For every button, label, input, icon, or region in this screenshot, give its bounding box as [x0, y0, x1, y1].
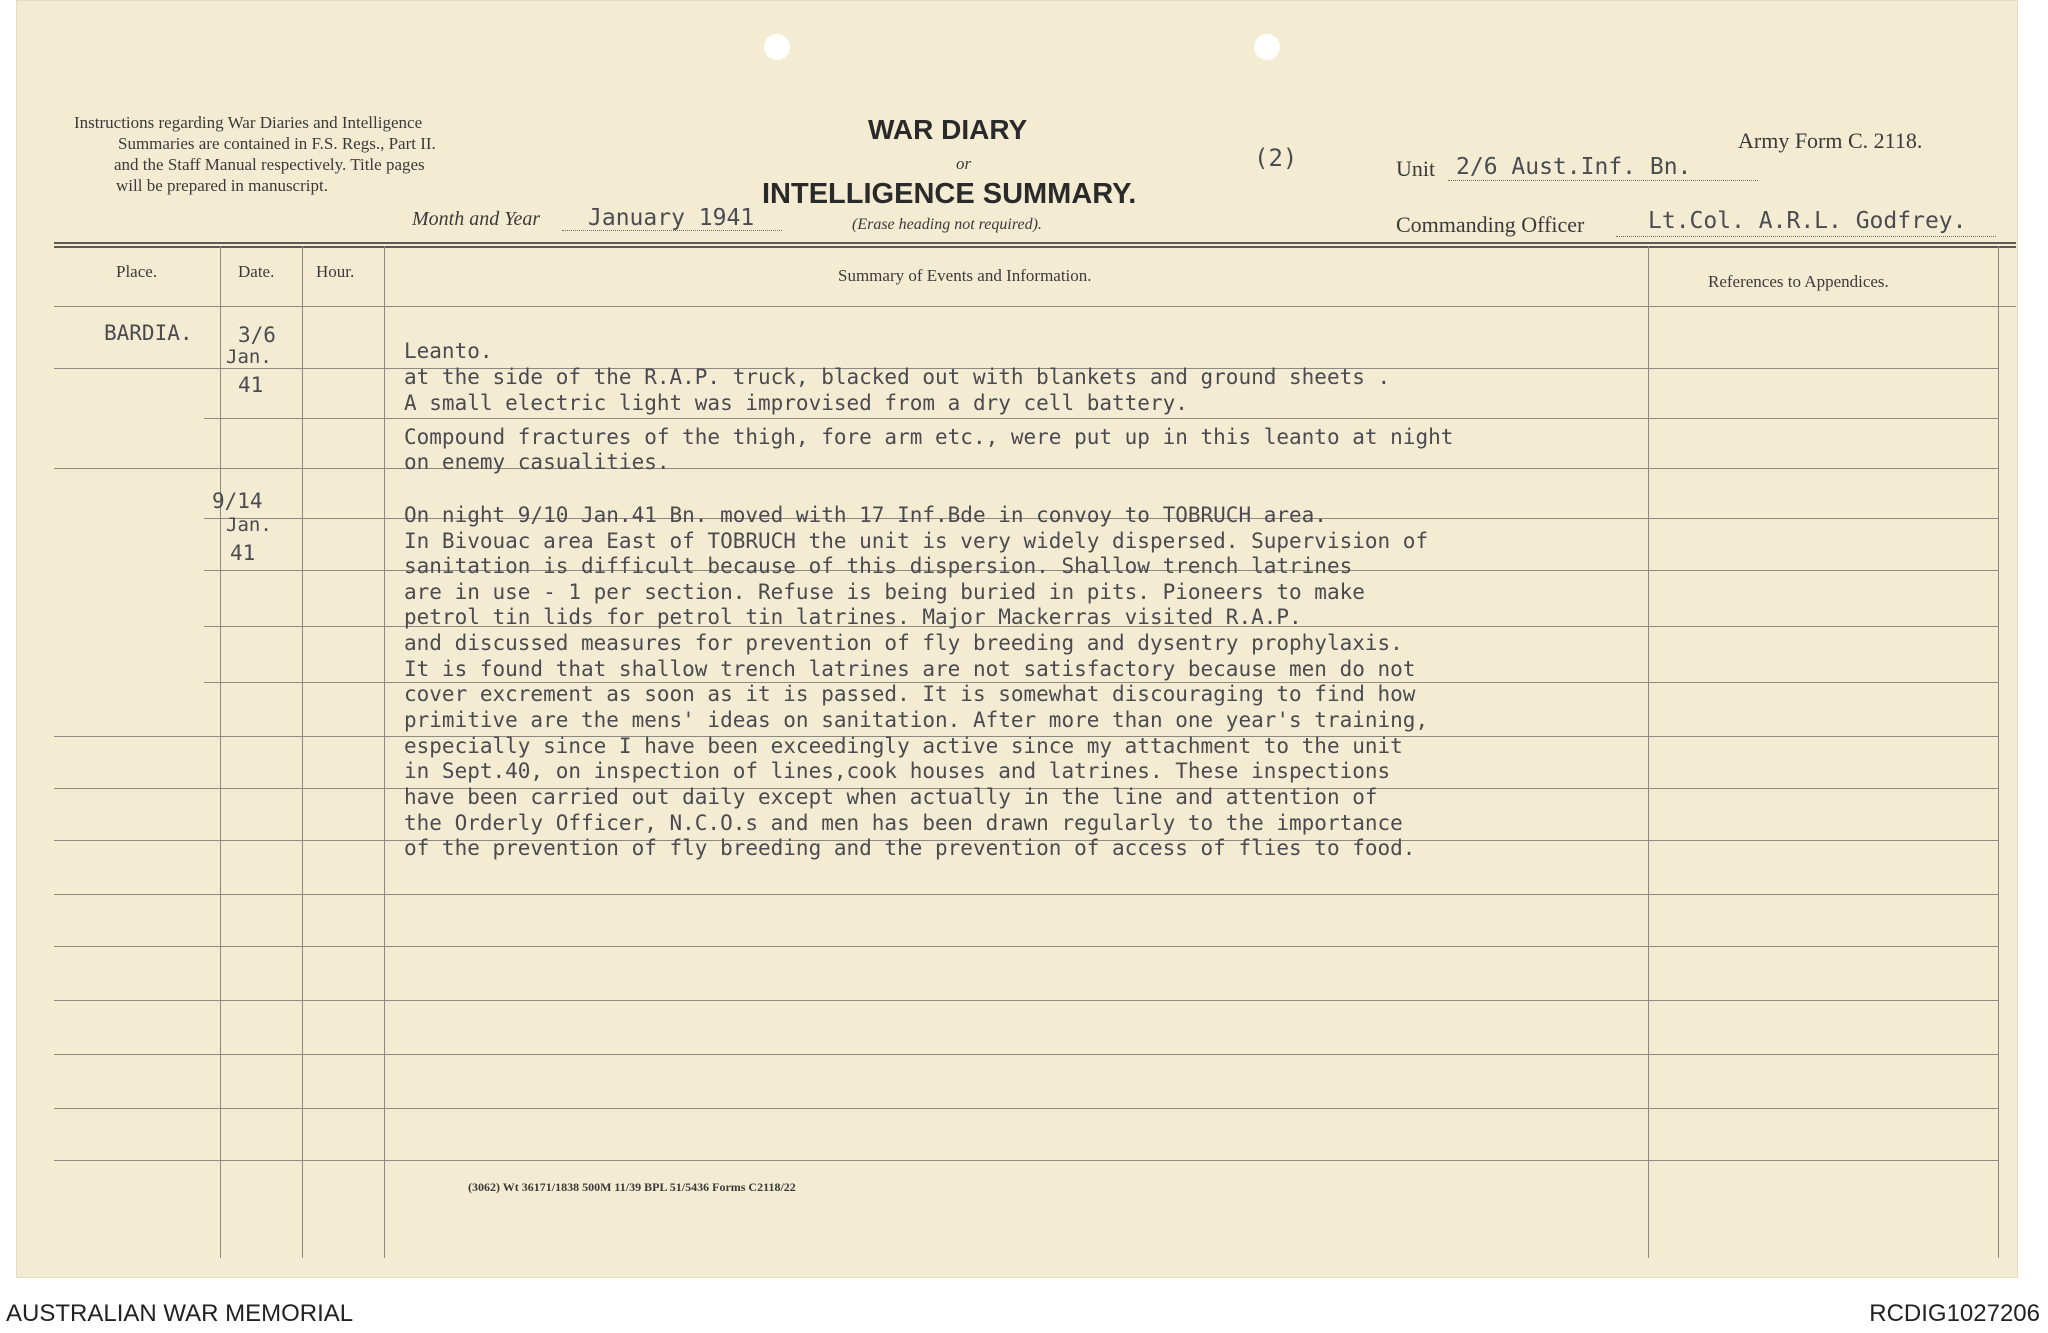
column-header-summary: Summary of Events and Information. — [838, 266, 1092, 285]
table-top-rule — [54, 242, 2016, 244]
column-divider — [220, 246, 221, 1258]
diary-sheet — [16, 0, 2018, 1278]
commanding-officer-label: Commanding Officer — [1396, 212, 1585, 237]
column-header-date: Date. — [238, 262, 275, 281]
summary-line: sanitation is difficult because of this dispersion. Shallow trench latrines — [404, 554, 1353, 578]
print-code: (3062) Wt 36171/1838 500M 11/39 BPL 51/5436 Forms C2118/22 — [468, 1180, 796, 1194]
row-rule — [54, 1108, 1998, 1109]
column-divider — [1998, 246, 1999, 1258]
page-number: (2) — [1254, 144, 1298, 172]
summary-line: primitive are the mens' ideas on sanitation. After more than one year's training, — [404, 708, 1429, 732]
instructions-line: Instructions regarding War Diaries and Intelligence — [74, 113, 423, 132]
summary-line: in Sept.40, on inspection of lines,cook houses and latrines. These inspections — [404, 759, 1391, 783]
erase-heading-note: (Erase heading not required). — [852, 216, 1042, 233]
summary-line: It is found that shallow trench latrines are not satisfactory because men do not — [404, 657, 1416, 681]
summary-line: at the side of the R.A.P. truck, blacked out with blankets and ground sheets . — [404, 365, 1391, 389]
column-divider — [384, 246, 385, 1258]
entry-date: 9/14 — [212, 489, 263, 513]
row-rule — [54, 894, 1998, 895]
column-divider — [302, 246, 303, 1258]
month-year-label: Month and Year — [412, 208, 541, 230]
column-divider — [1648, 246, 1649, 1258]
summary-line: of the prevention of fly breeding and the prevention of access of flies to food. — [404, 836, 1416, 860]
summary-line: especially since I have been exceedingly active since my attachment to the unit — [404, 734, 1403, 758]
summary-line: cover excrement as soon as it is passed. It is somewhat discouraging to find how — [404, 682, 1416, 706]
month-year-value: January 1941 — [588, 205, 755, 231]
summary-line: Leanto. — [404, 339, 493, 363]
summary-line: A small electric light was improvised from a dry cell battery. — [404, 391, 1188, 415]
summary-line: petrol tin lids for petrol tin latrines. Major Mackerras visited R.A.P. — [404, 605, 1302, 629]
entry-place: BARDIA. — [104, 321, 193, 345]
entry-date: 41 — [238, 373, 264, 397]
instructions-line: Summaries are contained in F.S. Regs., Part II. — [118, 134, 436, 153]
commanding-officer-value: Lt.Col. A.R.L. Godfrey. — [1648, 208, 1967, 234]
column-header-references: References to Appendices. — [1708, 272, 1889, 291]
entry-date: 3/6 — [238, 323, 276, 347]
punch-hole — [1254, 34, 1280, 60]
summary-line: and discussed measures for prevention of fly breeding and dysentry prophylaxis. — [404, 631, 1403, 655]
title-intelligence-summary: INTELLIGENCE SUMMARY. — [762, 178, 1137, 210]
summary-line: the Orderly Officer, N.C.O.s and men has been drawn regularly to the importance — [404, 811, 1403, 835]
instructions-line: will be prepared in manuscript. — [116, 176, 328, 195]
summary-line: In Bivouac area East of TOBRUCH the unit is very widely dispersed. Supervision of — [404, 529, 1429, 553]
column-header-hour: Hour. — [316, 262, 355, 281]
entry-date: 41 — [230, 541, 256, 565]
summary-line: on enemy casualities. — [404, 450, 670, 474]
row-rule — [54, 946, 1998, 947]
entry-date: Jan. — [226, 346, 272, 368]
unit-label: Unit — [1396, 156, 1436, 181]
row-rule — [204, 418, 1998, 419]
row-rule — [54, 1160, 1998, 1161]
punch-hole — [764, 34, 790, 60]
summary-line: have been carried out daily except when actually in the line and attention of — [404, 785, 1378, 809]
title-war-diary: WAR DIARY — [868, 114, 1028, 145]
row-rule — [54, 1054, 1998, 1055]
table-top-rule — [54, 246, 2016, 248]
column-header-place: Place. — [116, 262, 158, 281]
entry-date: Jan. — [226, 514, 272, 536]
table-header-rule — [54, 306, 2016, 307]
instructions-line: and the Staff Manual respectively. Title pages — [114, 155, 425, 174]
summary-line: are in use - 1 per section. Refuse is being buried in pits. Pioneers to make — [404, 580, 1365, 604]
row-rule — [54, 1000, 1998, 1001]
summary-line: Compound fractures of the thigh, fore arm etc., were put up in this leanto at night — [404, 425, 1454, 449]
unit-dotted-line — [1448, 180, 1758, 181]
footer-credit: AUSTRALIAN WAR MEMORIAL — [6, 1300, 354, 1327]
row-rule — [54, 468, 1998, 469]
footer-record-id: RCDIG1027206 — [1869, 1300, 2040, 1327]
summary-line: On night 9/10 Jan.41 Bn. moved with 17 Inf.Bde in convoy to TOBRUCH area. — [404, 503, 1327, 527]
army-form-number: Army Form C. 2118. — [1738, 128, 1923, 153]
unit-value: 2/6 Aust.Inf. Bn. — [1456, 154, 1692, 180]
commanding-officer-dotted-line — [1616, 236, 1996, 237]
title-or: or — [956, 154, 972, 173]
